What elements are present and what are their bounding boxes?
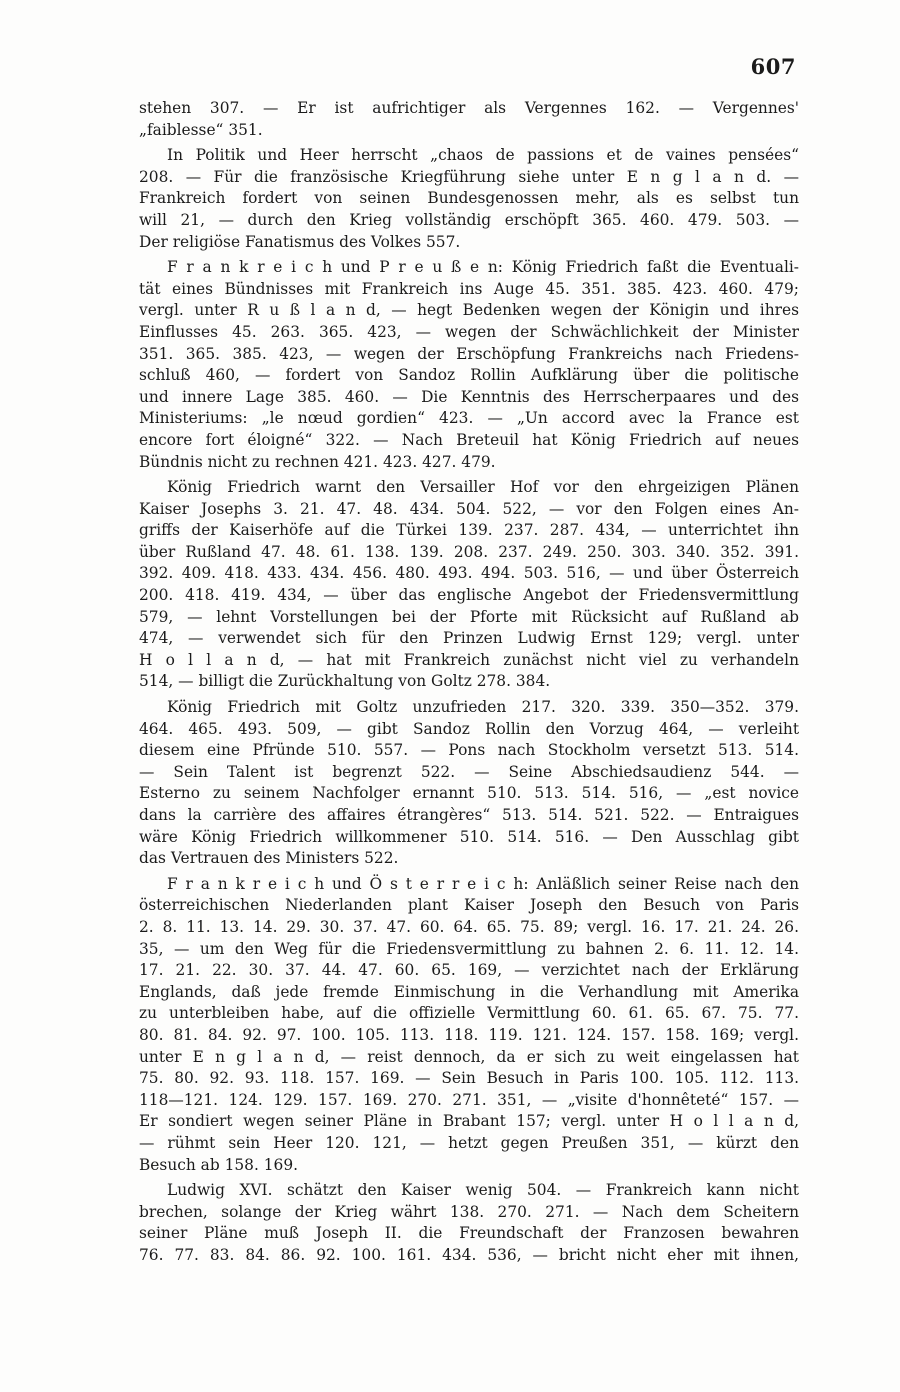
paragraph <box>139 697 799 870</box>
text-line: tät eines Bündnisses mit Frankreich ins Auge 45. 351. 385. 423. 460. 479; <box>139 279 799 298</box>
text-line: das Vertrauen des Ministers 522. <box>139 849 399 868</box>
paragraph <box>139 145 799 253</box>
text-line: vergl. unter R u ß l a n d, — hegt Bedenken wegen der Königin und ihres <box>139 301 799 320</box>
text-line: König Friedrich warnt den Versailler Hof vor den ehrgeizigen Plänen <box>167 478 799 497</box>
text-line: — Sein Talent ist begrenzt 522. — Seine Abschiedsaudienz 544. — <box>139 762 799 781</box>
text-line: — rühmt sein Heer 120. 121, — hetzt gegen Preußen 351, — kürzt den <box>139 1133 799 1152</box>
text-line: 2. 8. 11. 13. 14. 29. 30. 37. 47. 60. 64. 65. 75. 89; vergl. 16. 17. 21. 24. 26. <box>139 917 799 936</box>
text-line: Der religiöse Fanatismus des Volkes 557. <box>139 232 461 251</box>
page-number: 607 <box>750 54 796 79</box>
index-text <box>139 98 799 1266</box>
text-line: H o l l a n d, — hat mit Frankreich zunächst nicht viel zu verhandeln <box>139 650 799 669</box>
text-line: wäre König Friedrich willkommener 510. 514. 516. — Den Ausschlag gibt <box>139 827 799 846</box>
text-line: brechen, solange der Krieg währt 138. 270. 271. — Nach dem Scheitern <box>139 1202 799 1221</box>
text-line: König Friedrich mit Goltz unzufrieden 217. 320. 339. 350—352. 379. <box>167 698 799 717</box>
text-line: österreichischen Niederlanden plant Kaiser Joseph den Besuch von Paris <box>139 896 799 915</box>
text-line: Esterno zu seinem Nachfolger ernannt 510. 513. 514. 516, — „est novice <box>139 784 799 803</box>
text-line: Einflusses 45. 263. 365. 423, — wegen der Schwächlichkeit der Minister <box>139 322 799 341</box>
text-line: Frankreich fordert von seinen Bundesgenossen mehr, als es selbst tun <box>139 189 799 208</box>
text-line: Ludwig XVI. schätzt den Kaiser wenig 504. — Frankreich kann nicht <box>167 1181 799 1200</box>
text-line: 464. 465. 493. 509, — gibt Sandoz Rollin den Vorzug 464, — verleiht <box>139 719 799 738</box>
text-line: 208. — Für die französische Kriegführung siehe unter E n g l a n d. — <box>139 167 799 186</box>
text-line: Kaiser Josephs 3. 21. 47. 48. 434. 504. 522, — vor den Folgen eines An- <box>139 499 799 518</box>
text-line: 35, — um den Weg für die Friedensvermittlung zu bahnen 2. 6. 11. 12. 14. <box>139 939 799 958</box>
text-line: Englands, daß jede fremde Einmischung in die Verhandlung mit Amerika <box>139 982 799 1001</box>
paragraph <box>139 874 799 1176</box>
text-line: 392. 409. 418. 433. 434. 456. 480. 493. 494. 503. 516, — und über Österreich <box>139 564 799 583</box>
text-line: „faiblesse“ 351. <box>139 120 263 139</box>
text-line: 75. 80. 92. 93. 118. 157. 169. — Sein Besuch in Paris 100. 105. 112. 113. <box>139 1069 799 1088</box>
text-line: 579, — lehnt Vorstellungen bei der Pforte mit Rücksicht auf Rußland ab <box>139 607 799 626</box>
text-line: 351. 365. 385. 423, — wegen der Erschöpfung Frankreichs nach Friedens- <box>139 344 799 363</box>
text-line: F r a n k r e i c h und P r e u ß e n: König Friedrich faßt die Eventuali- <box>167 258 799 277</box>
text-line: Ministeriums: „le nœud gordien“ 423. — „Un accord avec la France est <box>139 409 799 428</box>
text-line: zu unterbleiben habe, auf die offizielle Vermittlung 60. 61. 65. 67. 75. 77. <box>139 1004 799 1023</box>
paragraph <box>139 477 799 693</box>
text-line: schluß 460, — fordert von Sandoz Rollin Aufklärung über die politische <box>139 366 799 385</box>
text-line: Besuch ab 158. 169. <box>139 1155 299 1174</box>
text-line: unter E n g l a n d, — reist dennoch, da er sich zu weit eingelassen hat <box>139 1047 799 1066</box>
paragraph <box>139 1180 799 1266</box>
text-line: 118—121. 124. 129. 157. 169. 270. 271. 351, — „visite d'honnêteté“ 157. — <box>139 1090 799 1109</box>
text-line: dans la carrière des affaires étrangères“ 513. 514. 521. 522. — Entraigues <box>139 806 799 824</box>
text-line: In Politik und Heer herrscht „chaos de passions et de vaines pensées“ <box>167 146 799 165</box>
text-line: über Rußland 47. 48. 61. 138. 139. 208. 237. 249. 250. 303. 340. 352. 391. <box>139 542 799 561</box>
paragraph <box>139 257 799 473</box>
text-line: Er sondiert wegen seiner Pläne in Brabant 157; vergl. unter H o l l a n d, <box>139 1112 799 1131</box>
text-line: griffs der Kaiserhöfe auf die Türkei 139. 237. 287. 434, — unterrichtet ihn <box>139 521 799 540</box>
paragraph <box>139 98 799 141</box>
text-line: F r a n k r e i c h und Ö s t e r r e i c h: Anläßlich seiner Reise nach den <box>167 874 799 893</box>
text-line: 514, — billigt die Zurückhaltung von Goltz 278. 384. <box>139 672 551 691</box>
text-line: seiner Pläne muß Joseph II. die Freundschaft der Franzosen bewahren <box>139 1224 799 1243</box>
text-line: 80. 81. 84. 92. 97. 100. 105. 113. 118. 119. 121. 124. 157. 158. 169; vergl. <box>139 1025 799 1044</box>
text-line: Bündnis nicht zu rechnen 421. 423. 427. 479. <box>139 452 496 471</box>
text-line: stehen 307. — Er ist aufrichtiger als Vergennes 162. — Vergennes' <box>139 99 799 117</box>
text-line: 17. 21. 22. 30. 37. 44. 47. 60. 65. 169, — verzichtet nach der Erklärung <box>139 961 799 980</box>
text-line: encore fort éloigné“ 322. — Nach Breteuil hat König Friedrich auf neues <box>139 430 799 449</box>
text-line: 474, — verwendet sich für den Prinzen Ludwig Ernst 129; vergl. unter <box>139 629 799 648</box>
text-line: 200. 418. 419. 434, — über das englische Angebot der Friedensvermittlung <box>139 586 799 605</box>
text-line: diesem eine Pfründe 510. 557. — Pons nach Stockholm versetzt 513. 514. <box>139 741 799 760</box>
text-line: 76. 77. 83. 84. 86. 92. 100. 161. 434. 536, — bricht nicht eher mit ihnen, <box>139 1245 799 1264</box>
text-line: will 21, — durch den Krieg vollständig erschöpft 365. 460. 479. 503. — <box>139 210 799 229</box>
text-line: und innere Lage 385. 460. — Die Kenntnis des Herrscherpaares und des <box>139 387 799 406</box>
